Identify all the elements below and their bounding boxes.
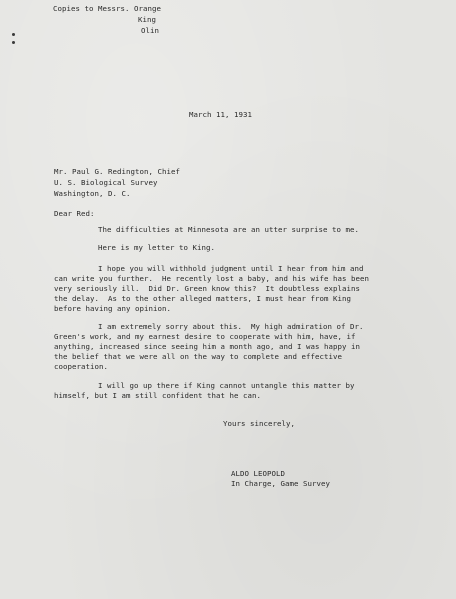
copies-line: Olin <box>141 26 159 35</box>
signature-name: ALDO LEOPOLD <box>231 469 285 478</box>
addressee-line: Washington, D. C. <box>54 189 131 198</box>
closing: Yours sincerely, <box>223 419 295 428</box>
letter-date: March 11, 1931 <box>189 110 252 119</box>
copies-line: Copies to Messrs. Orange <box>53 4 161 13</box>
punch-hole-mark <box>12 33 15 36</box>
paragraph-line: very seriously ill. Did Dr. Green know this? It doubtless explains <box>54 284 360 293</box>
punch-hole-mark <box>12 41 15 44</box>
paragraph-line: before having any opinion. <box>54 304 171 313</box>
addressee-line: Mr. Paul G. Redington, Chief <box>54 167 180 176</box>
paragraph-line: I will go up there if King cannot untangle this matter by <box>98 381 355 390</box>
addressee-line: U. S. Biological Survey <box>54 178 158 187</box>
copies-line: King <box>138 15 156 24</box>
signature-title: In Charge, Game Survey <box>231 479 330 488</box>
paragraph-line: the delay. As to the other alleged matters, I must hear from King <box>54 294 351 303</box>
paragraph-line: anything, increased since seeing him a month ago, and I was happy in <box>54 342 360 351</box>
paragraph-line: Here is my letter to King. <box>98 243 215 252</box>
salutation: Dear Red: <box>54 209 95 218</box>
paragraph-line: The difficulties at Minnesota are an utter surprise to me. <box>98 225 359 234</box>
paragraph-line: cooperation. <box>54 362 108 371</box>
paragraph-line: the belief that we were all on the way to complete and effective <box>54 352 342 361</box>
paragraph-line: Green's work, and my earnest desire to cooperate with him, have, if <box>54 332 356 341</box>
paragraph-line: I hope you will withhold judgment until I hear from him and <box>98 264 364 273</box>
paragraph-line: himself, but I am still confident that he can. <box>54 391 261 400</box>
paragraph-line: can write you further. He recently lost a baby, and his wife has been <box>54 274 369 283</box>
paragraph-line: I am extremely sorry about this. My high admiration of Dr. <box>98 322 364 331</box>
